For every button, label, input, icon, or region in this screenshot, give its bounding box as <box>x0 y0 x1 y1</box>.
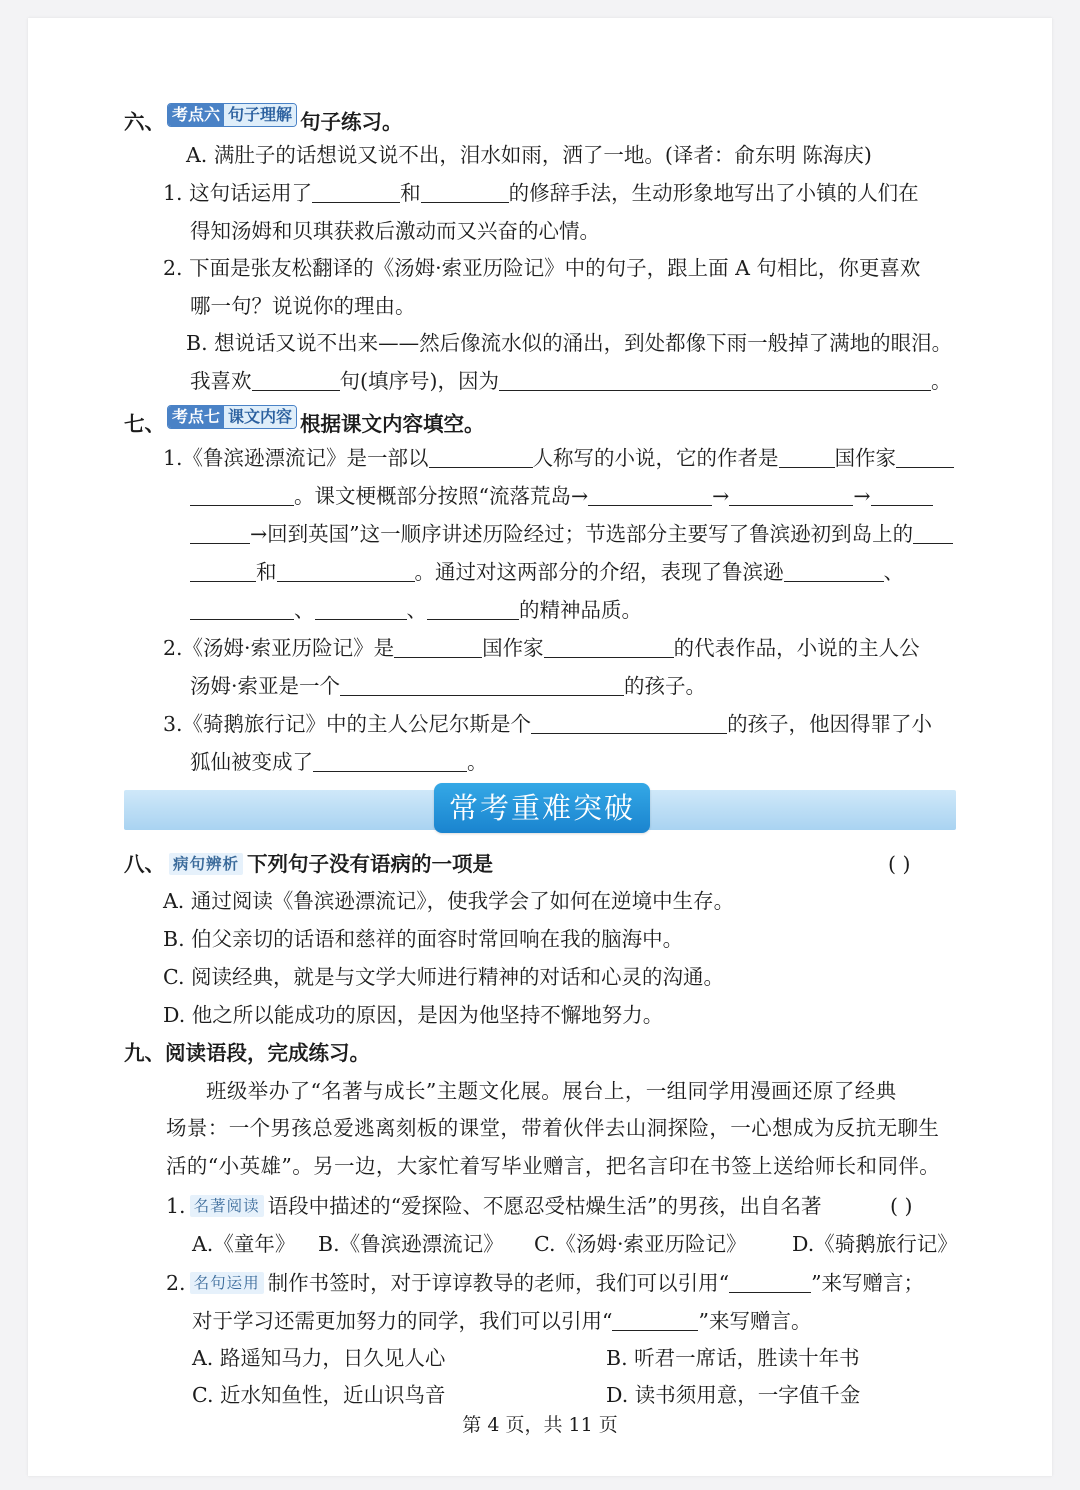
question-7-1-line1: 1.《鲁滨逊漂流记》是一部以 人称写的小说，它的作者是 国作家 <box>163 443 954 473</box>
question-7-3-line2: 狐仙被变成了 。 <box>190 750 488 774</box>
section-title: 下列句子没有语病的一项是 <box>247 852 494 876</box>
passage-line-3: 活的“小英雄”。另一边，大家忙着写毕业赠言，把名言印在书签上送给师长和同伴。 <box>166 1154 941 1178</box>
section-6-heading <box>124 103 403 137</box>
section-7-heading <box>124 405 485 439</box>
banner-title: 常考重难突破 <box>434 783 650 833</box>
section-number: 六、 <box>124 110 165 134</box>
question-7-3-line1: 3.《骑鹅旅行记》中的主人公尼尔斯是个 的孩子，他因得罪了小 <box>163 712 933 736</box>
question-7-1-line3: →回到英国”这一顺序讲述历险经过；节选部分主要写了鲁滨逊初到岛上的 <box>190 519 953 549</box>
answer-blank[interactable] <box>315 597 407 620</box>
answer-blank[interactable] <box>313 749 467 772</box>
answer-blank[interactable] <box>252 368 340 391</box>
question-9-2-line2: 对于学习还需更加努力的同学，我们可以引用“ ”来写赠言。 <box>192 1309 812 1333</box>
question-6-1-line2: 得知汤姆和贝琪获救后激动而又兴奋的心情。 <box>190 219 600 243</box>
passage-line-1: 班级举办了“名著与成长”主题文化展。展台上，一组同学用漫画还原了经典 <box>206 1079 897 1103</box>
answer-blank[interactable] <box>312 180 400 203</box>
section-8-heading <box>124 849 493 879</box>
answer-blank[interactable] <box>779 445 835 468</box>
sentence-b: B. 想说话又说不出来——然后像流水似的涌出，到处都像下雨一般掉了满地的眼泪。 <box>186 331 953 355</box>
option-d: D.《骑鹅旅行记》 <box>792 1232 958 1256</box>
answer-line: 我喜欢 句(填序号)，因为 。 <box>190 369 952 393</box>
answer-blank[interactable] <box>499 368 931 391</box>
answer-blank[interactable] <box>729 483 853 506</box>
answer-blank[interactable] <box>531 711 727 734</box>
topic-tag: 考点六 句子理解 <box>167 103 297 127</box>
section-title: 句子练习。 <box>300 110 403 134</box>
question-6-1-line1: 1. 这句话运用了 和 的修辞手法，生动形象地写出了小镇的人们在 <box>163 181 919 205</box>
question-7-1-line4: 和 。通过对这两部分的介绍，表现了鲁滨逊 、 <box>190 557 904 587</box>
option-a: A.《童年》 <box>192 1232 296 1256</box>
answer-blank[interactable] <box>612 1308 698 1331</box>
page-footer: 第 4 页，共 11 页 <box>462 1414 618 1436</box>
topic-tag: 名句运用 <box>190 1272 264 1294</box>
answer-parentheses[interactable]: ( ) <box>888 852 911 876</box>
answer-blank[interactable] <box>871 483 933 506</box>
question-9-2-line1: 2. 名句运用 制作书签时，对于谆谆教导的老师，我们可以引用“ ”来写赠言； <box>166 1271 925 1295</box>
question-9-1: 1. 名著阅读 语段中描述的“爱探险、不愿忍受枯燥生活”的男孩，出自名著 <box>166 1194 822 1218</box>
answer-blank[interactable] <box>913 521 953 544</box>
option-d: D. 读书须用意，一字值千金 <box>606 1383 861 1407</box>
answer-blank[interactable] <box>394 635 482 658</box>
answer-blank[interactable] <box>190 597 294 620</box>
question-7-2-line2: 汤姆·索亚是一个 的孩子。 <box>190 674 707 698</box>
passage-line-2: 场景：一个男孩总爱逃离刻板的课堂，带着伙伴去山洞探险，一心想成为反抗无聊生 <box>166 1116 940 1140</box>
answer-blank[interactable] <box>544 635 674 658</box>
topic-tag: 病句辨析 <box>169 853 243 875</box>
answer-blank[interactable] <box>340 673 624 696</box>
section-number: 七、 <box>124 412 165 436</box>
answer-blank[interactable] <box>784 559 884 582</box>
answer-blank[interactable] <box>729 1270 811 1293</box>
answer-blank[interactable] <box>588 483 712 506</box>
topic-tag: 考点七 课文内容 <box>167 405 297 429</box>
section-number: 八、 <box>124 852 165 876</box>
question-7-1-line2: 。课文梗概部分按照“流落荒岛→ → → <box>190 481 933 511</box>
question-6-2-line2: 哪一句？说说你的理由。 <box>190 294 416 318</box>
option-b: B.《鲁滨逊漂流记》 <box>318 1232 504 1256</box>
answer-blank[interactable] <box>421 180 509 203</box>
question-7-1-line5: 、 、 的精神品质。 <box>190 595 642 625</box>
answer-blank[interactable] <box>190 483 294 506</box>
answer-parentheses[interactable]: ( ) <box>890 1194 913 1218</box>
section-title: 根据课文内容填空。 <box>300 412 485 436</box>
answer-blank[interactable] <box>190 521 250 544</box>
section-9-heading: 九、阅读语段，完成练习。 <box>124 1041 370 1065</box>
option-c: C. 近水知鱼性，近山识鸟音 <box>192 1383 446 1407</box>
question-6-2-line1: 2. 下面是张友松翻译的《汤姆·索亚历险记》中的句子，跟上面 A 句相比，你更喜欢 <box>163 256 921 280</box>
answer-blank[interactable] <box>427 597 519 620</box>
answer-blank[interactable] <box>277 559 415 582</box>
question-7-2-line1: 2.《汤姆·索亚历险记》是 国作家 的代表作品，小说的主人公 <box>163 636 920 660</box>
sentence-a: A. 满肚子的话想说又说不出，泪水如雨，洒了一地。(译者：俞东明 陈海庆) <box>186 143 872 167</box>
option-b: B. 听君一席话，胜读十年书 <box>606 1346 860 1370</box>
option-c: C. 阅读经典，就是与文学大师进行精神的对话和心灵的沟通。 <box>163 965 724 989</box>
option-b: B. 伯父亲切的话语和慈祥的面容时常回响在我的脑海中。 <box>163 927 684 951</box>
answer-blank[interactable] <box>190 559 256 582</box>
option-a: A. 路遥知马力，日久见人心 <box>192 1346 446 1370</box>
option-c: C.《汤姆·索亚历险记》 <box>534 1232 747 1256</box>
option-a: A. 通过阅读《鲁滨逊漂流记》，使我学会了如何在逆境中生存。 <box>163 889 735 913</box>
option-d: D. 他之所以能成功的原因，是因为他坚持不懈地努力。 <box>163 1003 664 1027</box>
answer-blank[interactable] <box>429 445 533 468</box>
answer-blank[interactable] <box>896 445 954 468</box>
topic-tag: 名著阅读 <box>190 1195 264 1217</box>
